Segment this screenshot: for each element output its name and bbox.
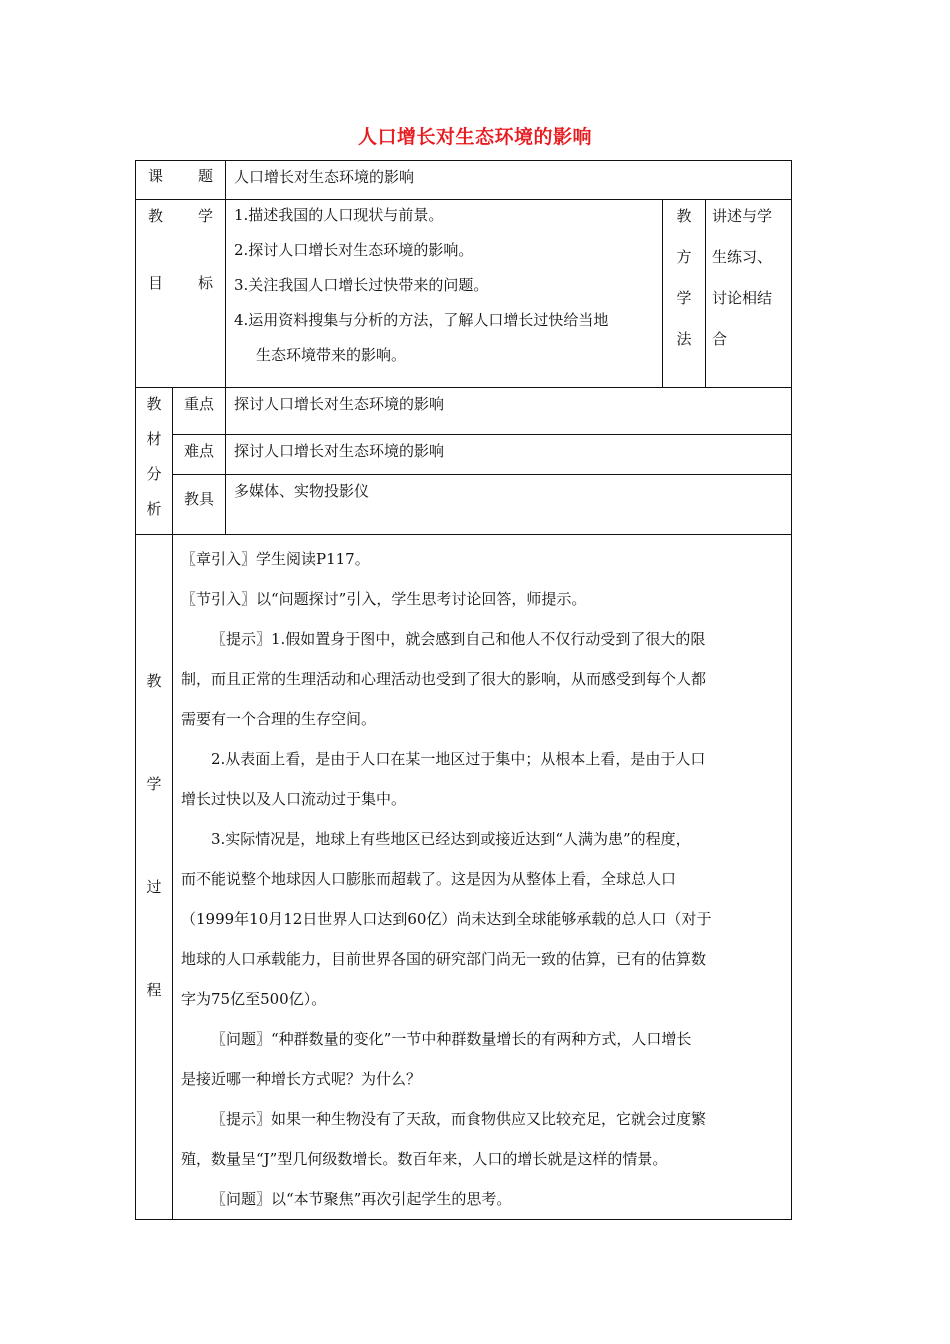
process-label-cell bbox=[136, 535, 173, 1220]
process-line: 〖提示〗1.假如置身于图中，就会感到自己和他人不仅行动受到了很大的限 bbox=[211, 630, 706, 648]
method-label-char-1: 教 bbox=[676, 207, 692, 225]
process-line: 〖章引入〗学生阅读P117。 bbox=[181, 550, 370, 568]
course-row bbox=[136, 161, 792, 200]
material-row-tools bbox=[136, 475, 792, 535]
process-line: 3.实际情况是，地球上有些地区已经达到或接近达到“人满为患”的程度， bbox=[211, 830, 691, 848]
process-line: 是接近哪一种增长方式呢？为什么？ bbox=[181, 1070, 422, 1088]
process-line: 字为75亿至500亿）。 bbox=[181, 990, 327, 1008]
objective-item-4-cont: 生态环境带来的影响。 bbox=[256, 346, 407, 364]
objective-item-4: 4.运用资料搜集与分析的方法，了解人口增长过快给当地 bbox=[234, 311, 609, 329]
objectives-label-a2: 目 bbox=[148, 274, 164, 292]
material-label-char-4: 析 bbox=[146, 500, 162, 518]
objectives-row bbox=[136, 200, 792, 388]
course-label-cell bbox=[136, 161, 226, 200]
process-line: 2.从表面上看，是由于人口在某一地区过于集中；从根本上看，是由于人口 bbox=[211, 750, 706, 768]
material-label-cell bbox=[136, 388, 173, 535]
process-line: 〖提示〗如果一种生物没有了天敌，而食物供应又比较充足，它就会过度繁 bbox=[211, 1110, 707, 1128]
material-key-label-cell bbox=[173, 388, 226, 435]
material-difficulty-value: 探讨人口增长对生态环境的影响 bbox=[234, 442, 445, 460]
material-tools-value: 多媒体、实物投影仪 bbox=[234, 482, 370, 500]
process-label-char-4: 程 bbox=[146, 981, 162, 999]
course-value: 人口增长对生态环境的影响 bbox=[234, 168, 415, 186]
process-line: 地球的人口承载能力，目前世界各国的研究部门尚无一致的估算，已有的估算数 bbox=[181, 950, 707, 968]
process-content-cell bbox=[173, 535, 792, 1220]
process-line: 需要有一个合理的生存空间。 bbox=[181, 710, 377, 728]
process-line: 而不能说整个地球因人口膨胀而超载了。这是因为从整体上看，全球总人口 bbox=[181, 870, 677, 888]
course-label-b: 题 bbox=[197, 167, 213, 185]
objectives-list-cell bbox=[226, 200, 663, 388]
process-line: 增长过快以及人口流动过于集中。 bbox=[181, 790, 407, 808]
process-line: 制，而且正常的生理活动和心理活动也受到了很大的影响，从而感受到每个人都 bbox=[181, 670, 707, 688]
method-label-cell bbox=[663, 200, 706, 388]
method-text-line-1: 讲述与学 bbox=[712, 207, 773, 225]
material-label-char-3: 分 bbox=[146, 465, 162, 483]
process-label-char-2: 学 bbox=[146, 775, 162, 793]
process-label-char-3: 过 bbox=[146, 878, 162, 896]
method-label-char-3: 学 bbox=[676, 289, 692, 307]
process-label-char-1: 教 bbox=[146, 672, 162, 690]
material-key-value: 探讨人口增长对生态环境的影响 bbox=[234, 395, 445, 413]
material-label-char-1: 教 bbox=[146, 395, 162, 413]
material-label-char-2: 材 bbox=[146, 430, 162, 448]
material-row-difficulty bbox=[136, 435, 792, 475]
method-text-line-3: 讨论相结 bbox=[712, 289, 773, 307]
objective-item-3: 3.关注我国人口增长过快带来的问题。 bbox=[234, 276, 489, 294]
material-key-value-cell bbox=[226, 388, 792, 435]
material-key-label: 重点 bbox=[183, 395, 214, 413]
material-tools-value-cell bbox=[226, 475, 792, 535]
objectives-label-b1: 学 bbox=[197, 207, 213, 225]
process-line: 殖，数量呈“J”型几何级数增长。数百年来，人口的增长就是这样的情景。 bbox=[181, 1150, 668, 1168]
material-difficulty-label-cell bbox=[173, 435, 226, 475]
course-value-cell bbox=[226, 161, 792, 200]
process-body bbox=[173, 535, 791, 1219]
process-line: （1999年10月12日世界人口达到60亿）尚未达到全球能够承载的总人口（对于 bbox=[181, 910, 712, 928]
lesson-plan-table bbox=[135, 160, 792, 1220]
objective-item-1: 1.描述我国的人口现状与前景。 bbox=[234, 206, 444, 224]
objectives-label-b2: 标 bbox=[197, 274, 213, 292]
method-label-char-4: 法 bbox=[676, 330, 692, 348]
process-line: 〖问题〗“种群数量的变化”一节中种群数量增长的有两种方式，人口增长 bbox=[211, 1030, 692, 1048]
material-tools-label-cell bbox=[173, 475, 226, 535]
material-row-key bbox=[136, 388, 792, 435]
method-text-line-4: 合 bbox=[712, 330, 728, 348]
method-text-line-2: 生练习、 bbox=[712, 248, 773, 266]
objectives-label-cell bbox=[136, 200, 226, 388]
process-line: 〖问题〗以“本节聚焦”再次引起学生的思考。 bbox=[211, 1190, 512, 1208]
process-row bbox=[136, 535, 792, 1220]
material-difficulty-value-cell bbox=[226, 435, 792, 475]
method-text-cell bbox=[706, 200, 792, 388]
objective-item-2: 2.探讨人口增长对生态环境的影响。 bbox=[234, 241, 474, 259]
method-label-char-2: 方 bbox=[676, 248, 692, 266]
material-tools-label: 教具 bbox=[183, 490, 214, 508]
objectives-label-a1: 教 bbox=[148, 207, 164, 225]
course-label-a: 课 bbox=[148, 167, 164, 185]
document-title: 人口增长对生态环境的影响 bbox=[357, 126, 592, 148]
material-difficulty-label: 难点 bbox=[183, 442, 214, 460]
process-line: 〖节引入〗以“问题探讨”引入，学生思考讨论回答，师提示。 bbox=[181, 590, 587, 608]
